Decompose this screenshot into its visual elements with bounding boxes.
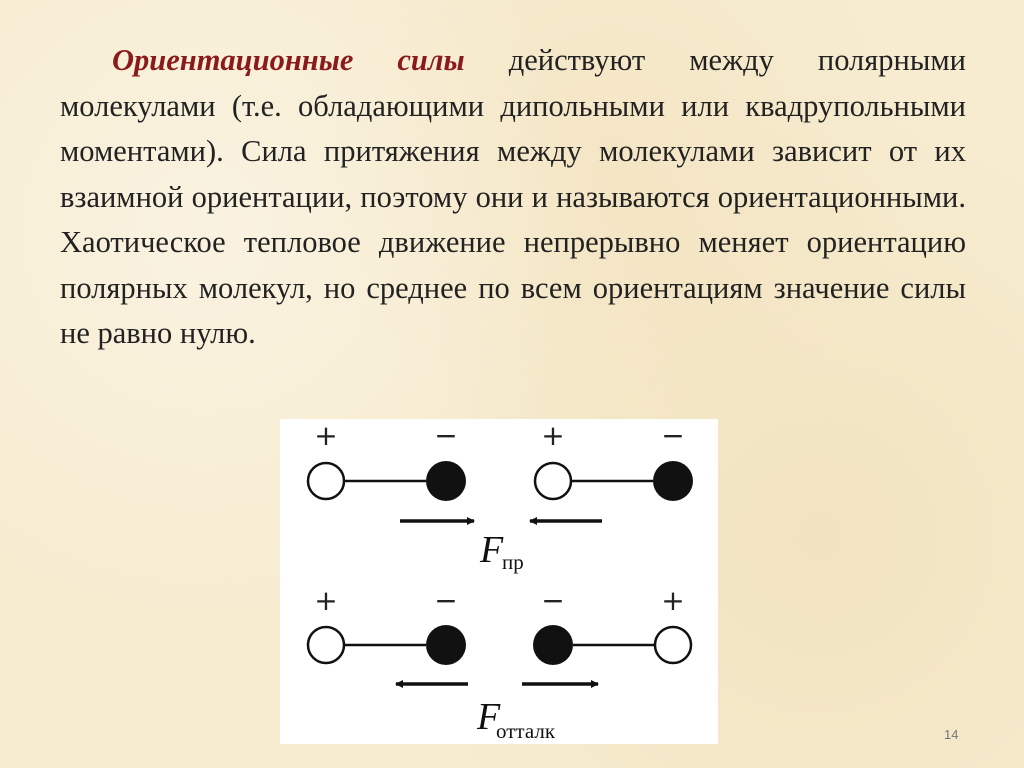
slide-text xyxy=(60,38,966,357)
positive-pole xyxy=(308,627,344,663)
force-subscript: пр xyxy=(502,550,524,574)
dipole-figure xyxy=(280,419,718,744)
negative-pole xyxy=(426,461,466,501)
force-label-attraction xyxy=(479,529,524,574)
dipole-left xyxy=(308,461,466,501)
force-label-repulsion xyxy=(476,696,556,743)
force-symbol: F xyxy=(477,696,501,738)
paragraph-body: действуют между полярными молекулами (т.е. обладающими дипольными или квадрупольными моментами). Сила притяжения между молекулами зависит от их взаимной ориентации, поэтому они и называются ориентационными. Хаотическое тепловое движение непрерывно меняет ориентацию полярных молекул, но среднее по всем ориентациям значение силы не равно нулю. xyxy=(60,43,966,350)
dipole-right xyxy=(535,461,693,501)
dipole-right xyxy=(533,625,691,665)
sign-minus: − xyxy=(541,584,565,617)
negative-pole xyxy=(653,461,693,501)
positive-pole xyxy=(655,627,691,663)
top-row xyxy=(308,419,693,574)
positive-pole xyxy=(535,463,571,499)
sign-minus: − xyxy=(434,584,458,617)
positive-pole xyxy=(308,463,344,499)
bottom-row xyxy=(308,584,691,743)
negative-pole xyxy=(533,625,573,665)
page-number: 14 xyxy=(944,727,959,742)
negative-pole xyxy=(426,625,466,665)
dipole-left xyxy=(308,625,466,665)
sign-plus: + xyxy=(541,419,565,452)
sign-plus: + xyxy=(314,419,338,452)
force-subscript: отталк xyxy=(496,719,556,743)
sign-minus: − xyxy=(661,419,685,452)
highlighted-term: Ориентационные силы xyxy=(112,43,465,77)
sign-plus: + xyxy=(661,584,685,617)
dipole-diagram xyxy=(280,419,718,744)
force-symbol: F xyxy=(480,529,504,571)
sign-minus: − xyxy=(434,419,458,452)
sign-plus: + xyxy=(314,584,338,617)
